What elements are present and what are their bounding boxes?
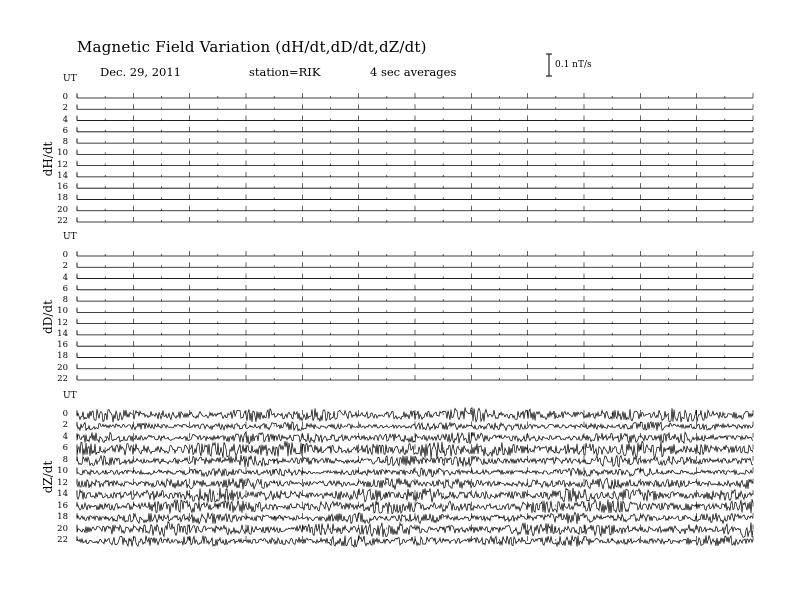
- hour-label: 16: [57, 500, 68, 511]
- chart-title: Magnetic Field Variation (dH/dt,dD/dt,dZ/dt): [77, 38, 427, 56]
- trace-line: [77, 488, 753, 503]
- hour-label: 0: [62, 92, 68, 102]
- hour-label: 2: [62, 420, 68, 431]
- hour-label: 4: [62, 114, 68, 125]
- hour-label: 2: [62, 103, 68, 114]
- hour-label: 12: [57, 317, 68, 328]
- hour-label: 14: [57, 170, 68, 181]
- hour-label: 8: [62, 454, 68, 465]
- hour-label: 18: [57, 512, 68, 523]
- hour-label: 12: [57, 159, 68, 170]
- hour-label: 18: [57, 193, 68, 204]
- hour-label: 8: [62, 137, 68, 148]
- hour-label: 6: [62, 443, 68, 454]
- hour-label: 20: [57, 362, 68, 373]
- hour-label: 0: [62, 409, 68, 419]
- hour-label: 4: [62, 431, 68, 442]
- hour-label: 16: [57, 182, 68, 193]
- ut-axis-label: UT: [63, 391, 77, 401]
- hour-label: 8: [62, 295, 68, 306]
- hour-label: 0: [62, 250, 68, 260]
- hour-label: 18: [57, 351, 68, 362]
- hour-label: 22: [57, 374, 68, 384]
- hour-label: 6: [62, 283, 68, 294]
- scale-label: 0.1 nT/s: [555, 60, 592, 70]
- date-label: Dec. 29, 2011: [100, 65, 181, 79]
- panel-ylabel: dD/dt: [41, 300, 55, 334]
- hour-label: 4: [62, 272, 68, 283]
- hour-label: 20: [57, 523, 68, 534]
- hour-label: 22: [57, 216, 68, 226]
- trace-line: [77, 499, 753, 514]
- hour-label: 10: [57, 466, 68, 477]
- hour-label: 20: [57, 204, 68, 215]
- ut-axis-label: UT: [63, 232, 77, 242]
- hour-label: 14: [57, 328, 68, 339]
- panel-ylabel: dZ/dt: [41, 460, 55, 494]
- ut-axis-label: UT: [63, 74, 77, 84]
- station-label: station=RIK: [249, 65, 321, 79]
- hour-label: 12: [57, 477, 68, 488]
- panel-ylabel: dH/dt: [41, 141, 55, 177]
- hour-label: 14: [57, 489, 68, 500]
- averaging-label: 4 sec averages: [370, 65, 457, 79]
- trace-line: [77, 455, 753, 467]
- hour-label: 10: [57, 306, 68, 317]
- hour-label: 10: [57, 148, 68, 159]
- hour-label: 16: [57, 340, 68, 351]
- hour-label: 6: [62, 125, 68, 136]
- hour-label: 22: [57, 535, 68, 545]
- hour-label: 2: [62, 261, 68, 272]
